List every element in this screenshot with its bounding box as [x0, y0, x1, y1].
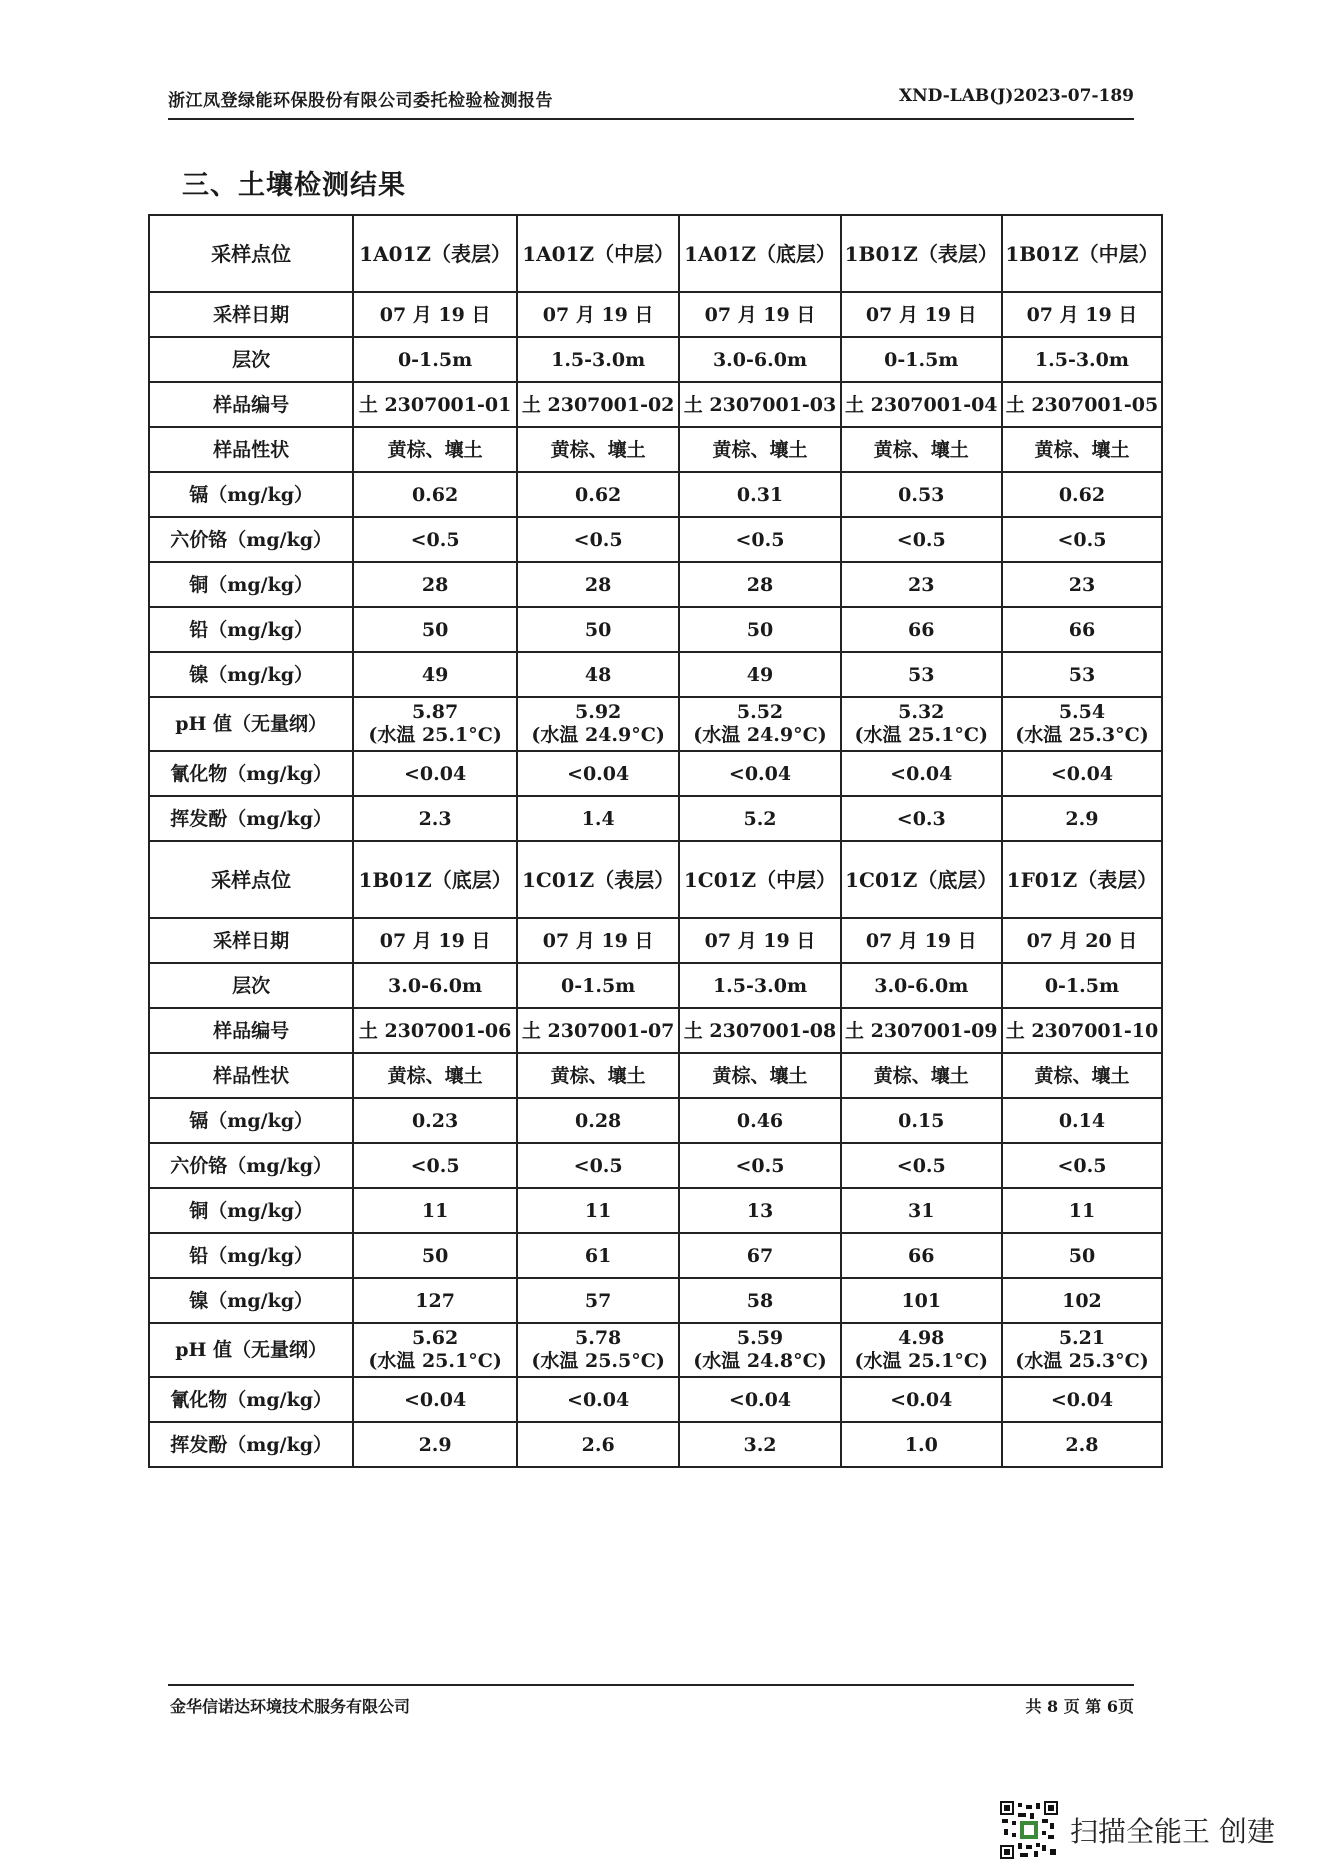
table-cell: 0.62 [1002, 472, 1162, 517]
table-cell: <0.5 [517, 1143, 679, 1188]
table-row [149, 562, 1162, 607]
table-cell: <0.3 [841, 796, 1002, 841]
scanner-watermark [1000, 1800, 1275, 1860]
table-row [149, 1188, 1162, 1233]
row-label: 铅（mg/kg） [149, 1233, 353, 1278]
table-cell: 1B01Z（中层） [1002, 215, 1162, 292]
row-label: 采样日期 [149, 918, 353, 963]
table-row [149, 963, 1162, 1008]
table-cell: <0.5 [1002, 517, 1162, 562]
row-label: 铅（mg/kg） [149, 607, 353, 652]
table-cell: 黄棕、壤土 [841, 427, 1002, 472]
table-cell: 黄棕、壤土 [679, 1053, 840, 1098]
table-cell: 2.9 [1002, 796, 1162, 841]
table-cell: <0.04 [353, 1377, 517, 1422]
table-cell: 1.0 [841, 1422, 1002, 1467]
table-cell: 07 月 19 日 [679, 918, 840, 963]
row-label: 样品性状 [149, 1053, 353, 1098]
table-cell: 0.14 [1002, 1098, 1162, 1143]
ph-value: 5.52 [736, 701, 784, 723]
table-cell: 0.28 [517, 1098, 679, 1143]
company-name: 金华信诺达环境技术服务有限公司 [170, 1697, 411, 1716]
water-temp: (水温 25.1°C) [854, 724, 989, 746]
table-cell: 07 月 19 日 [1002, 292, 1162, 337]
table-cell: 57 [517, 1278, 679, 1323]
table-cell: 28 [517, 562, 679, 607]
table-cell: 黄棕、壤土 [353, 1053, 517, 1098]
table-cell: 黄棕、壤土 [517, 427, 679, 472]
table-row [149, 215, 1162, 292]
table-cell: 07 月 19 日 [517, 918, 679, 963]
row-label: 样品性状 [149, 427, 353, 472]
table-cell: <0.5 [1002, 1143, 1162, 1188]
section-title: 三、土壤检测结果 [182, 170, 406, 201]
table-row [149, 517, 1162, 562]
table-cell: 1B01Z（底层） [353, 841, 517, 918]
row-label: 层次 [149, 337, 353, 382]
table-cell: 1A01Z（底层） [679, 215, 840, 292]
table-cell [841, 1323, 1002, 1377]
table-cell: <0.5 [517, 517, 679, 562]
row-label: 样品编号 [149, 382, 353, 427]
row-label: 镉（mg/kg） [149, 1098, 353, 1143]
ph-value: 5.32 [898, 701, 945, 723]
table-row [149, 1143, 1162, 1188]
table-cell: 3.0-6.0m [679, 337, 840, 382]
table-cell [517, 1323, 679, 1377]
ph-value: 5.87 [411, 701, 459, 723]
table-cell: 2.8 [1002, 1422, 1162, 1467]
table-cell: 土 2307001-08 [679, 1008, 840, 1053]
table-cell: 1.5-3.0m [679, 963, 840, 1008]
table-cell: 0.31 [679, 472, 840, 517]
ph-value: 5.54 [1058, 701, 1106, 723]
table-cell: 07 月 19 日 [517, 292, 679, 337]
table-cell: <0.5 [353, 1143, 517, 1188]
table-cell: 黄棕、壤土 [1002, 1053, 1162, 1098]
table-cell: 50 [353, 607, 517, 652]
table-cell: 2.9 [353, 1422, 517, 1467]
table-cell: 50 [353, 1233, 517, 1278]
table-row [149, 1323, 1162, 1377]
table-cell: 48 [517, 652, 679, 697]
table-cell: 53 [841, 652, 1002, 697]
row-label: pH 值（无量纲） [149, 1323, 353, 1377]
row-label: pH 值（无量纲） [149, 697, 353, 751]
table-cell: <0.5 [841, 517, 1002, 562]
table-row [149, 918, 1162, 963]
table-cell: 07 月 19 日 [353, 292, 517, 337]
soil-results-table [148, 214, 1163, 1468]
table-cell: 28 [679, 562, 840, 607]
table-cell: 0-1.5m [353, 337, 517, 382]
table-cell: <0.04 [353, 751, 517, 796]
table-cell: 58 [679, 1278, 840, 1323]
table-cell: <0.04 [517, 751, 679, 796]
table-cell: 3.0-6.0m [841, 963, 1002, 1008]
table-row [149, 1053, 1162, 1098]
ph-value: 5.92 [575, 701, 622, 723]
row-label: 六价铬（mg/kg） [149, 517, 353, 562]
table-cell: 23 [1002, 562, 1162, 607]
row-label: 样品编号 [149, 1008, 353, 1053]
table-cell: 1C01Z（底层） [841, 841, 1002, 918]
ph-value: 5.62 [411, 1327, 459, 1349]
table-row [149, 1422, 1162, 1467]
ph-value: 5.78 [575, 1327, 622, 1349]
water-temp: (水温 25.3°C) [1015, 724, 1149, 746]
row-label: 六价铬（mg/kg） [149, 1143, 353, 1188]
ph-value: 5.21 [1058, 1327, 1106, 1349]
table-cell: 53 [1002, 652, 1162, 697]
table-cell: 1C01Z（表层） [517, 841, 679, 918]
report-number: XND-LAB(J)2023-07-189 [898, 86, 1134, 106]
report-title: 浙江凤登绿能环保股份有限公司委托检验检测报告 [168, 91, 553, 111]
table-cell: 49 [679, 652, 840, 697]
row-label: 氰化物（mg/kg） [149, 1377, 353, 1422]
table-cell: <0.04 [841, 751, 1002, 796]
table-cell: 0-1.5m [1002, 963, 1162, 1008]
table-cell: 07 月 19 日 [679, 292, 840, 337]
row-label: 挥发酚（mg/kg） [149, 796, 353, 841]
table-cell [353, 697, 517, 751]
table-cell: 07 月 19 日 [841, 918, 1002, 963]
table-cell: 土 2307001-01 [353, 382, 517, 427]
table-row [149, 796, 1162, 841]
table-row [149, 1098, 1162, 1143]
table-cell: 0.62 [517, 472, 679, 517]
table-cell: 3.0-6.0m [353, 963, 517, 1008]
table-cell: <0.04 [517, 1377, 679, 1422]
table-cell: 101 [841, 1278, 1002, 1323]
water-temp: (水温 25.5°C) [531, 1350, 665, 1372]
scanner-label: 扫描全能王 创建 [1070, 1815, 1275, 1848]
table-row [149, 1233, 1162, 1278]
table-cell: 土 2307001-09 [841, 1008, 1002, 1053]
table-cell: 黄棕、壤土 [841, 1053, 1002, 1098]
table-cell: 1.4 [517, 796, 679, 841]
page-header [168, 84, 1134, 120]
row-label: 采样日期 [149, 292, 353, 337]
table-cell: 2.3 [353, 796, 517, 841]
table-cell: 11 [517, 1188, 679, 1233]
table-cell: 67 [679, 1233, 840, 1278]
table-cell: 0.15 [841, 1098, 1002, 1143]
table-cell: 土 2307001-07 [517, 1008, 679, 1053]
table-cell [679, 697, 840, 751]
table-cell: <0.5 [679, 1143, 840, 1188]
table-cell: 07 月 20 日 [1002, 918, 1162, 963]
table-cell: <0.04 [841, 1377, 1002, 1422]
table-cell [517, 697, 679, 751]
table-cell: <0.04 [679, 751, 840, 796]
table-cell: 1F01Z（表层） [1002, 841, 1162, 918]
water-temp: (水温 24.8°C) [693, 1350, 827, 1372]
water-temp: (水温 25.1°C) [854, 1350, 989, 1372]
table-cell: 0.46 [679, 1098, 840, 1143]
table-cell: 0-1.5m [841, 337, 1002, 382]
table-row [149, 607, 1162, 652]
row-label: 镉（mg/kg） [149, 472, 353, 517]
table-cell: 黄棕、壤土 [1002, 427, 1162, 472]
table-cell: 1B01Z（表层） [841, 215, 1002, 292]
page-number: 共 8 页 第 6页 [1025, 1697, 1134, 1716]
table-cell: 1C01Z（中层） [679, 841, 840, 918]
qr-code-icon [1000, 1801, 1058, 1859]
table-cell: 28 [353, 562, 517, 607]
table-cell: 61 [517, 1233, 679, 1278]
table-cell: 土 2307001-04 [841, 382, 1002, 427]
table-row [149, 1008, 1162, 1053]
row-label: 采样点位 [149, 841, 353, 918]
table-cell: 66 [1002, 607, 1162, 652]
page-footer [168, 1684, 1134, 1716]
table-cell: 07 月 19 日 [353, 918, 517, 963]
table-row [149, 652, 1162, 697]
table-cell [353, 1323, 517, 1377]
table-cell: 0.53 [841, 472, 1002, 517]
table-cell: <0.04 [1002, 1377, 1162, 1422]
row-label: 采样点位 [149, 215, 353, 292]
table-cell: 102 [1002, 1278, 1162, 1323]
table-cell: 黄棕、壤土 [679, 427, 840, 472]
table-cell: 5.2 [679, 796, 840, 841]
table-cell: 1A01Z（中层） [517, 215, 679, 292]
table-cell: <0.04 [1002, 751, 1162, 796]
row-label: 层次 [149, 963, 353, 1008]
row-label: 铜（mg/kg） [149, 1188, 353, 1233]
table-cell: 土 2307001-03 [679, 382, 840, 427]
table-cell: 50 [517, 607, 679, 652]
table-cell: <0.5 [841, 1143, 1002, 1188]
table-cell: 11 [1002, 1188, 1162, 1233]
water-temp: (水温 25.3°C) [1015, 1350, 1149, 1372]
table-cell: 31 [841, 1188, 1002, 1233]
table-cell: 3.2 [679, 1422, 840, 1467]
table-row [149, 337, 1162, 382]
table-cell: 11 [353, 1188, 517, 1233]
table-cell [1002, 697, 1162, 751]
table-cell: 0-1.5m [517, 963, 679, 1008]
table-cell: 黄棕、壤土 [517, 1053, 679, 1098]
table-cell: 23 [841, 562, 1002, 607]
table-row [149, 751, 1162, 796]
ph-value: 4.98 [898, 1327, 945, 1349]
table-row [149, 292, 1162, 337]
table-cell: 0.62 [353, 472, 517, 517]
table-cell: <0.04 [679, 1377, 840, 1422]
table-cell: 66 [841, 607, 1002, 652]
table-cell: 土 2307001-02 [517, 382, 679, 427]
water-temp: (水温 25.1°C) [368, 1350, 502, 1372]
soil-results-body [149, 215, 1162, 1467]
table-cell [679, 1323, 840, 1377]
table-cell: 0.23 [353, 1098, 517, 1143]
table-row [149, 427, 1162, 472]
table-cell: 127 [353, 1278, 517, 1323]
table-cell [841, 697, 1002, 751]
water-temp: (水温 25.1°C) [368, 724, 502, 746]
table-cell: 13 [679, 1188, 840, 1233]
table-cell: 50 [679, 607, 840, 652]
table-cell: 07 月 19 日 [841, 292, 1002, 337]
water-temp: (水温 24.9°C) [531, 724, 665, 746]
row-label: 镍（mg/kg） [149, 1278, 353, 1323]
table-row [149, 472, 1162, 517]
table-row [149, 841, 1162, 918]
table-cell: 49 [353, 652, 517, 697]
row-label: 挥发酚（mg/kg） [149, 1422, 353, 1467]
table-cell: 土 2307001-10 [1002, 1008, 1162, 1053]
ph-value: 5.59 [736, 1327, 784, 1349]
table-cell: 1A01Z（表层） [353, 215, 517, 292]
table-cell: 50 [1002, 1233, 1162, 1278]
row-label: 镍（mg/kg） [149, 652, 353, 697]
table-cell [1002, 1323, 1162, 1377]
table-cell: 2.6 [517, 1422, 679, 1467]
water-temp: (水温 24.9°C) [693, 724, 827, 746]
table-row [149, 697, 1162, 751]
table-cell: 土 2307001-05 [1002, 382, 1162, 427]
table-cell: <0.5 [679, 517, 840, 562]
table-cell: 66 [841, 1233, 1002, 1278]
table-cell: <0.5 [353, 517, 517, 562]
table-cell: 土 2307001-06 [353, 1008, 517, 1053]
table-row [149, 1278, 1162, 1323]
table-cell: 1.5-3.0m [517, 337, 679, 382]
row-label: 氰化物（mg/kg） [149, 751, 353, 796]
table-cell: 黄棕、壤土 [353, 427, 517, 472]
table-row [149, 382, 1162, 427]
table-cell: 1.5-3.0m [1002, 337, 1162, 382]
row-label: 铜（mg/kg） [149, 562, 353, 607]
table-row [149, 1377, 1162, 1422]
